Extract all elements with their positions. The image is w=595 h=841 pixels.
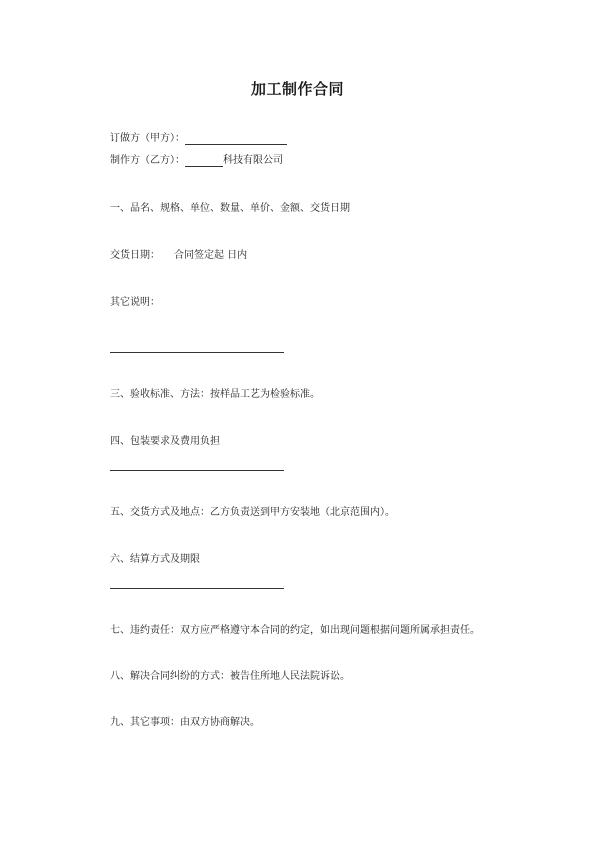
section-6: 六、结算方式及期限 bbox=[110, 554, 200, 565]
party-b-blank bbox=[185, 156, 223, 167]
section-5: 五、交货方式及地点：乙方负责送到甲方安装地（北京范围内）。 bbox=[110, 507, 395, 518]
section-8: 八、解决合同纠纷的方式：被告住所地人民法院诉讼。 bbox=[110, 671, 350, 682]
section-7: 七、违约责任：双方应严格遵守本合同的约定，如出现问题根据问题所属承担责任。 bbox=[110, 625, 480, 636]
section-6-blank-line bbox=[110, 588, 284, 589]
section-1-heading: 一、品名、规格、单位、数量、单价、金额、交货日期 bbox=[110, 203, 350, 214]
party-b-label: 制作方（乙方）： bbox=[110, 155, 185, 166]
party-a-blank bbox=[185, 134, 287, 145]
party-a-line bbox=[110, 133, 287, 145]
delivery-date-line bbox=[110, 250, 247, 262]
party-a-label: 订做方（甲方）： bbox=[110, 133, 185, 144]
delivery-date-text: 合同签定起 日内 bbox=[174, 250, 248, 261]
section-4-blank-line bbox=[110, 470, 284, 471]
delivery-date-label: 交货日期： bbox=[110, 250, 160, 261]
other-notes-label: 其它说明： bbox=[110, 297, 160, 308]
section-4: 四、包装要求及费用负担 bbox=[110, 436, 220, 447]
section-9: 九、其它事项：由双方协商解决。 bbox=[110, 717, 260, 728]
document-title: 加工制作合同 bbox=[250, 80, 344, 98]
party-b-suffix: 科技有限公司 bbox=[223, 155, 283, 166]
section-3: 三、验收标准、方法：按样品工艺为检验标准。 bbox=[110, 389, 320, 400]
party-b-line bbox=[110, 155, 283, 167]
notes-blank-line bbox=[110, 352, 284, 353]
